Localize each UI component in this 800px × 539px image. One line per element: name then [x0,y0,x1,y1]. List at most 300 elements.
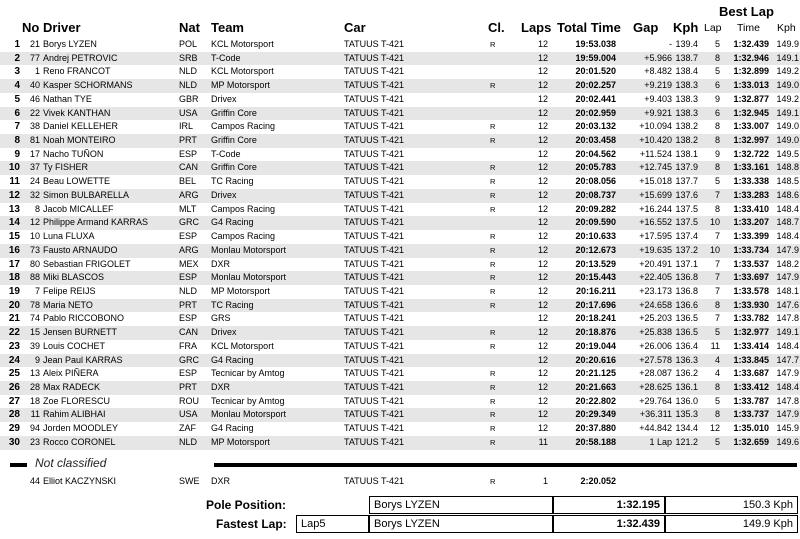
position: 19 [8,285,20,297]
position: 20 [8,299,20,311]
best-lap-number: 8 [714,162,720,173]
car-number: 13 [29,368,40,379]
laps: 12 [537,121,548,132]
kph: 138.3 [675,80,698,91]
team-name: Tecnicar by Amtog [211,395,285,406]
position: 8 [14,135,20,147]
best-lap-kph: 149.5 [776,148,799,159]
driver-name: Philippe Armand KARRAS [43,217,149,228]
total-time: 20:29.349 [575,409,616,420]
table-row [0,395,800,409]
pole-time: 1:32.195 [553,496,665,514]
car-number: 11 [30,409,40,420]
laps: 12 [537,39,548,49]
driver-name: Felipe REIJS [43,285,96,296]
driver-name: Sebastian FRIGOLET [43,258,131,269]
kph: 137.5 [675,217,698,228]
team-name: TC Racing [211,176,254,187]
table-row [0,381,800,395]
driver-name: Aleix PIÑERA [43,368,99,379]
kph: 136.8 [675,285,698,296]
car-model: TATUUS T-421 [344,107,405,118]
driver-name: Pablo RICCOBONO [43,313,125,324]
driver-name: Andrej PETROVIC [43,52,118,63]
best-lap-kph: 148.4 [776,340,799,351]
table-row [0,340,800,354]
kph: 138.4 [675,66,698,77]
car-number: 88 [29,272,40,283]
best-lap-number: 8 [714,381,720,392]
laps: 12 [537,409,548,420]
nationality: SWE [179,476,200,486]
class: R [490,328,496,338]
car-model: TATUUS T-421 [344,162,405,173]
position: 30 [8,436,20,448]
kph: 136.5 [675,313,698,324]
team-name: T-Code [211,148,241,159]
car-model: TATUUS T-421 [344,148,405,159]
nationality: GRC [179,217,199,228]
total-time: 20:03.132 [575,121,616,132]
laps: 12 [537,272,548,283]
best-lap-number: 5 [714,436,720,447]
kph: 136.6 [675,299,698,310]
car-number: 40 [29,80,40,91]
laps: 12 [537,107,548,118]
driver-name: Rahim ALIBHAI [43,409,106,420]
best-lap-kph: 149.0 [776,80,799,91]
position: 11 [9,176,20,188]
car-number: 77 [29,52,40,63]
class: R [490,273,496,283]
results-table [0,38,800,450]
position: 1 [14,39,20,50]
gap: +17.595 [639,231,672,242]
laps: 12 [537,340,548,351]
car-number: 7 [34,285,40,296]
car-model: TATUUS T-421 [344,313,405,324]
total-time: 20:18.876 [575,327,616,338]
car-model: TATUUS T-421 [344,272,405,283]
best-lap-number: 4 [714,354,720,365]
best-lap-number: 5 [714,176,720,187]
kph: 135.3 [675,409,698,420]
best-lap-time: 1:32.945 [733,107,769,118]
nationality: ZAF [179,423,196,434]
header-best-lap-time: Time [737,22,760,34]
car-number: 28 [29,381,40,392]
gap: +15.018 [639,176,672,187]
not-classified-table [0,475,800,489]
laps: 1 [542,476,548,486]
kph: 136.2 [675,368,698,379]
class: R [490,369,496,379]
class: R [490,410,496,420]
position: 7 [14,121,20,133]
best-lap-number: 9 [714,93,720,104]
driver-name: Reno FRANCOT [43,66,111,77]
team-name: Drivex [211,327,237,338]
table-row [0,422,800,436]
best-lap-kph: 148.4 [776,381,799,392]
gap: +9.219 [644,80,672,91]
driver-name: Nathan TYE [43,93,92,104]
total-time: 20:21.663 [575,381,616,392]
best-lap-kph: 147.9 [776,244,799,255]
table-row [0,216,800,230]
team-name: Campos Racing [211,231,276,242]
best-lap-kph: 147.9 [776,409,799,420]
team-name: T-Code [211,52,241,63]
laps: 12 [537,52,548,63]
gap: +20.491 [639,258,672,269]
total-time: 20:08.737 [575,189,616,200]
table-row [0,285,800,299]
total-time: 20:08.056 [575,176,616,187]
position: 12 [8,189,20,201]
car-model: TATUUS T-421 [344,423,405,434]
car-model: TATUUS T-421 [344,381,405,392]
car-number: 39 [29,340,40,351]
car-model: TATUUS T-421 [344,354,405,365]
team-name: MP Motorsport [211,285,270,296]
kph: 136.8 [675,272,698,283]
gap: +11.524 [639,148,672,159]
nationality: BEL [179,176,197,187]
gap: +22.405 [639,272,672,283]
car-number: 23 [29,436,40,447]
driver-name: Kasper SCHORMANS [43,80,133,91]
gap: +10.094 [639,121,672,132]
driver-name: Maria NETO [43,299,93,310]
nationality: ESP [179,272,198,283]
team-name: Tecnicar by Amtog [211,368,285,379]
total-time: 20:13.529 [575,258,616,269]
gap: +9.921 [644,107,672,118]
car-number: 12 [29,217,40,228]
gap: +44.842 [639,423,672,434]
team-name: Monlau Motorsport [211,244,287,255]
laps: 12 [537,381,548,392]
gap: +25.203 [639,313,672,324]
laps: 12 [537,203,548,214]
header-team: Team [211,20,244,35]
total-time: 20:16.211 [575,285,616,296]
position: 4 [14,80,20,92]
position: 29 [8,423,20,435]
table-row [0,38,800,52]
car-model: TATUUS T-421 [344,39,405,49]
best-lap-kph: 145.9 [776,423,799,434]
team-name: Griffin Core [211,162,257,173]
gap: +19.635 [639,244,672,255]
best-lap-kph: 148.4 [776,231,799,242]
table-row [0,367,800,381]
total-time: 20:37.880 [575,423,616,434]
car-number: 15 [29,327,40,338]
car-number: 81 [29,135,40,146]
kph: 138.2 [675,135,698,146]
laps: 12 [537,93,548,104]
gap: +12.745 [639,162,672,173]
best-lap-time: 1:32.439 [733,39,769,49]
nationality: USA [179,409,198,420]
header-car: Car [344,20,366,35]
best-lap-number: 8 [714,52,720,63]
team-name: DXR [211,476,231,486]
divider-bar-right [214,463,797,467]
kph: 121.2 [675,436,698,447]
best-lap-number: 5 [714,395,720,406]
best-lap-number: 7 [714,258,720,269]
car-number: 22 [29,107,40,118]
total-time: 20:04.562 [575,148,616,159]
class: R [490,382,496,392]
kph: 137.9 [675,162,698,173]
car-number: 32 [29,189,40,200]
class: R [490,136,496,146]
car-number: 46 [29,93,40,104]
position: 22 [8,327,20,339]
nationality: ARG [179,189,199,200]
car-model: TATUUS T-421 [344,135,405,146]
team-name: GRS [211,313,231,324]
gap: 1 Lap [649,436,672,447]
gap: +10.420 [639,135,672,146]
header-no-driver: No Driver [22,20,81,35]
total-time: 20:02.959 [575,107,616,118]
best-lap-kph: 149.0 [776,135,799,146]
car-model: TATUUS T-421 [344,395,405,406]
gap: +5.966 [644,52,672,63]
team-name: MP Motorsport [211,436,270,447]
best-lap-number: 5 [714,327,720,338]
not-classified-label: Not classified [35,456,107,470]
nationality: POL [179,39,198,49]
gap: +28.087 [639,368,672,379]
car-number: 94 [29,423,40,434]
laps: 12 [537,313,548,324]
table-row [0,148,800,162]
car-number: 38 [29,121,40,132]
best-lap-number: 8 [714,409,720,420]
table-row [0,175,800,189]
kph: 138.3 [675,107,698,118]
best-lap-number: 4 [714,368,720,379]
best-lap-time: 1:32.722 [733,148,769,159]
best-lap-time: 1:32.946 [733,52,769,63]
car-model: TATUUS T-421 [344,244,405,255]
kph: 137.4 [675,231,698,242]
kph: 137.2 [675,244,698,255]
team-name: KCL Motorsport [211,39,274,49]
best-lap-number: 8 [714,121,720,132]
total-time: 19:53.038 [575,39,616,49]
nationality: GRC [179,354,199,365]
total-time: 20:58.188 [575,436,616,447]
best-lap-number: 7 [714,285,720,296]
position: 3 [14,66,20,78]
table-row [0,107,800,121]
team-name: Drivex [211,93,237,104]
table-row [0,161,800,175]
best-lap-number: 12 [709,423,720,434]
total-time: 20:22.802 [575,395,616,406]
best-lap-time: 1:33.007 [733,121,769,132]
best-lap-kph: 148.7 [776,217,799,228]
gap: +28.625 [639,381,672,392]
kph: 136.3 [675,354,698,365]
table-row [0,436,800,450]
kph: 136.4 [675,340,698,351]
best-lap-time: 1:33.412 [733,381,769,392]
total-time: 20:10.633 [575,231,616,242]
best-lap-number: 11 [710,340,720,351]
laps: 12 [537,395,548,406]
fastest-lap-driver: Borys LYZEN [369,515,553,533]
nationality: MEX [179,258,199,269]
best-lap-kph: 147.8 [776,395,799,406]
nationality: ESP [179,231,198,242]
best-lap-kph: 148.2 [776,258,799,269]
best-lap-kph: 149.1 [776,107,799,118]
car-number: 10 [29,231,40,242]
table-row [0,354,800,368]
car-model: TATUUS T-421 [344,476,405,486]
table-row [0,203,800,217]
driver-name: Max RADECK [43,381,101,392]
best-lap-time: 1:33.338 [733,176,769,187]
best-lap-kph: 148.5 [776,176,799,187]
car-model: TATUUS T-421 [344,66,405,77]
best-lap-number: 7 [714,231,720,242]
position: 28 [8,409,20,421]
best-lap-number: 6 [714,107,720,118]
kph: 137.6 [675,189,698,200]
pole-kph: 150.3 Kph [665,496,798,514]
driver-name: Borys LYZEN [43,39,97,49]
total-time: 19:59.004 [575,52,616,63]
best-lap-kph: 147.9 [776,272,799,283]
class: R [490,190,496,200]
team-name: G4 Racing [211,354,254,365]
nationality: NLD [179,80,198,91]
car-model: TATUUS T-421 [344,327,405,338]
best-lap-kph: 149.0 [776,121,799,132]
class: R [490,259,496,269]
best-lap-kph: 149.1 [776,327,799,338]
class: R [490,396,496,406]
best-lap-number: 7 [714,189,720,200]
class: R [490,437,496,447]
car-model: TATUUS T-421 [344,231,405,242]
best-lap-time: 1:33.578 [733,285,769,296]
kph: 137.7 [675,176,698,187]
best-lap-time: 1:33.410 [733,203,769,214]
team-name: KCL Motorsport [211,66,274,77]
best-lap-kph: 148.1 [776,285,799,296]
table-row [0,65,800,79]
header-best-lap: Best Lap [719,4,774,19]
car-model: TATUUS T-421 [344,93,405,104]
header-kph: Kph [673,20,699,35]
position: 17 [8,258,20,270]
driver-name: Noah MONTEIRO [43,135,116,146]
best-lap-time: 1:33.414 [733,340,769,351]
team-name: G4 Racing [211,217,254,228]
class: R [490,81,496,91]
nationality: CAN [179,162,199,173]
position: 5 [14,93,20,105]
nationality: NLD [179,285,198,296]
team-name: Griffin Core [211,135,257,146]
driver-name: Zoe FLORESCU [43,395,111,406]
car-model: TATUUS T-421 [344,436,405,447]
position: 6 [14,107,20,119]
best-lap-kph: 149.2 [776,66,799,77]
laps: 12 [537,135,548,146]
best-lap-kph: 148.6 [776,189,799,200]
class: R [490,163,496,173]
total-time: 20:18.241 [575,313,616,324]
driver-name: Jorden MOODLEY [43,423,119,434]
car-model: TATUUS T-421 [344,52,405,63]
nationality: GBR [179,93,199,104]
position: 10 [8,162,20,174]
best-lap-time: 1:32.997 [733,135,769,146]
position: 2 [14,52,20,64]
best-lap-kph: 147.9 [776,368,799,379]
driver-name: Luna FLUXA [43,231,95,242]
position: 24 [8,354,20,366]
total-time: 20:02.441 [575,93,616,104]
total-time: 20:20.616 [575,354,616,365]
driver-name: Ty FISHER [43,162,89,173]
nationality: CAN [179,327,199,338]
gap: +9.403 [644,93,672,104]
best-lap-time: 1:32.899 [733,66,769,77]
gap: +27.578 [639,354,672,365]
position: 25 [8,368,20,380]
class: R [490,300,496,310]
best-lap-time: 1:35.010 [733,423,769,434]
team-name: Monlau Motorsport [211,409,287,420]
best-lap-number: 5 [714,39,720,49]
car-number: 74 [29,313,40,324]
table-row [0,244,800,258]
gap: +16.552 [639,217,672,228]
laps: 12 [537,148,548,159]
laps: 12 [537,189,548,200]
best-lap-time: 1:32.877 [733,93,769,104]
car-number: 44 [29,476,40,486]
best-lap-time: 1:33.845 [733,354,769,365]
best-lap-kph: 149.6 [776,436,799,447]
table-row [0,93,800,107]
driver-name: Fausto ARNAUDO [43,244,118,255]
class: R [490,40,496,49]
fastest-lap-label: Fastest Lap: [216,517,287,531]
car-number: 37 [29,162,40,173]
team-name: TC Racing [211,299,254,310]
nationality: MLT [179,203,197,214]
fastest-lap-time: 1:32.439 [553,515,665,533]
total-time: 20:09.282 [575,203,616,214]
best-lap-time: 1:32.659 [733,436,769,447]
table-row [0,230,800,244]
best-lap-number: 7 [714,272,720,283]
car-model: TATUUS T-421 [344,121,405,132]
